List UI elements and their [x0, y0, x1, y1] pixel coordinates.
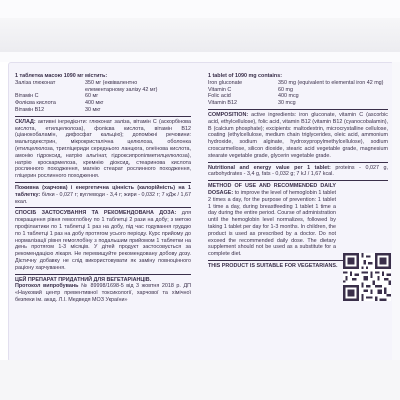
- uk-ingredient-amount: 30 мкг: [85, 106, 101, 113]
- en-vegetarian-note: THIS PRODUCT IS SUITABLE FOR VEGETARIANS.: [208, 262, 338, 269]
- en-composition-title: COMPOSITION:: [208, 111, 249, 118]
- uk-ingredient-row: [15, 87, 191, 94]
- uk-composition: [15, 119, 191, 180]
- en-ingredient-name: Vitamin B12: [208, 100, 237, 107]
- en-ingredient-amount: 30 mcg: [278, 100, 296, 107]
- en-ingredient-row: [208, 87, 388, 94]
- package-bottom-edge: [0, 360, 400, 400]
- uk-ingredient-name: Фолієва кислота: [15, 100, 56, 107]
- uk-vegetarian-note: ЦЕЙ ПРЕПАРАТ ПРИДАТНИЙ ДЛЯ ВЕГЕТАРІАНЦІВ.: [15, 276, 152, 283]
- uk-ingredient-name: Вітамін С: [15, 93, 39, 100]
- uk-energy-text: білки - 0,027 г; вуглеводи - 3,4 г; жири - 0,032 г; 7 кДж / 1,67 ккал.: [15, 191, 192, 205]
- uk-ingredient-name: Вітамін В12: [15, 106, 45, 113]
- divider: [208, 162, 388, 163]
- uk-energy-title: Поживна (харчова) і енергетична цінність (калорійність) на 1 таблетку:: [15, 184, 191, 198]
- en-ingredient-name: Iron gluconate: [208, 79, 243, 86]
- uk-ingredient-amount: елементарному залізу 42 мг): [85, 86, 158, 93]
- ukrainian-column: [15, 73, 191, 304]
- uk-protocol-text: № 89998/1698-5 від 3 жовтня 2018 р. ДП «Науковий центр превентивної токсикології, харчової та хімічної безпеки ім. акад. Л.І. Медведя МОЗ України»: [15, 283, 191, 303]
- divider: [208, 109, 388, 110]
- en-method-text: to improve the level of hemoglobin 1 tablet 2 times a day, for the purpose of prevention: 1 tablet 1 time a day, during breastfeeding 1 tablet 1 time a day during the entire period. Course of administration until the hemoglobin level normalizes, followed by taking 1 tablet per day for 1-3 months. In children, the product is used as prescribed by a doctor. Do not exceed the recommended daily dose. The dietary supplement should not be used as a substitute for a complete diet.: [208, 189, 336, 258]
- en-dose-header: 1 tablet of 1090 mg contains:: [208, 73, 282, 79]
- en-composition: [208, 112, 388, 160]
- en-nutrition-title: Nutritional and energy value per 1 tablet:: [208, 164, 331, 171]
- uk-ingredient-amount: 350 мг (еквівалентно: [85, 79, 138, 86]
- en-method-title: METHOD OF USE AND RECOMMENDED DAILY DOSAGE:: [208, 183, 336, 196]
- uk-composition-text: активні інгредієнти: глюконат заліза, вітамін С (аскорбінова кислота, етилцелюлоза), фолієва кислота, вітамін В12 (ціанокобаламін, дифосфат кальцію); допоміжні речовини: мальтодекстрин, мікрокристалічна целюлоза, оболонка (етилцелюлоза, тригліцериди середнього ланцюга, олеїнова кислота, амонію гідроксид, натрію альгінат, гідроксипропілметилцелюлоза), натрію кроскармелоза, кремнію діоксид, стеаринова кислота рослинного походження, магнію стеарат рослинного походження, гліцерин рослинного походження.: [15, 118, 191, 180]
- en-ingredient-amount: 400 mcg: [278, 93, 299, 100]
- uk-ingredient-row: [15, 80, 191, 87]
- en-ingredient-name: Folic acid: [208, 93, 231, 100]
- uk-ingredient-name: Заліза глюконат: [15, 79, 56, 86]
- divider: [15, 182, 191, 183]
- divider: [15, 116, 191, 117]
- english-column: [208, 73, 388, 270]
- en-ingredient-name: Vitamin C: [208, 86, 232, 93]
- label-panel: [8, 62, 394, 362]
- uk-ingredient-amount: 400 мкг: [85, 100, 104, 107]
- uk-protocol: [15, 283, 191, 303]
- divider: [15, 274, 191, 275]
- uk-ingredient-amount: 60 мг: [85, 93, 99, 100]
- uk-dose-header: 1 таблетка масою 1090 мг містить:: [15, 73, 108, 79]
- en-nutrition-text: proteins - 0,027 g, carbohydrates - 3,4 g, fats - 0,032 g; 7 kJ / 1,67 kcal.: [208, 164, 389, 178]
- en-ingredient-row: [208, 80, 388, 87]
- uk-ingredient-row: [15, 100, 191, 107]
- uk-method: [15, 210, 191, 271]
- divider: [15, 207, 191, 208]
- uk-composition-title: СКЛАД:: [15, 118, 36, 125]
- uk-ingredient-row: [15, 93, 191, 100]
- fold-shadow: [0, 18, 400, 52]
- qr-code-icon: [343, 253, 391, 301]
- uk-method-title: СПОСІБ ЗАСТОСУВАННЯ ТА РЕКОМЕНДОВАНА ДОЗА:: [15, 210, 177, 217]
- en-ingredient-row: [208, 93, 388, 100]
- uk-energy: [15, 185, 191, 205]
- divider: [208, 180, 388, 181]
- uk-ingredient-row: [15, 107, 191, 114]
- uk-protocol-title: Протокол випробувань: [15, 283, 79, 290]
- uk-method-text: для покращення рівня гемоглобіну по 1 таблетці 2 рази на добу; з метою профілактики по 1 таблетці 1 раз на добу, під час годування груддю по 1 таблетці 1 раз на добу протягом усього періоду. Курс прийому до нормалізації рівня гемоглобіну з подальшим прийомом 1 таблетки на день протягом 1-3 місяців. У дітей продукт застосовується за рекомендацією лікаря. Не перевищуйте рекомендовану добову дозу. Дієтичну добавку не слід використовувати як заміну повноцінного раціону харчування.: [15, 210, 191, 271]
- uk-ingredient-name: [15, 87, 85, 94]
- en-method: [208, 183, 388, 258]
- en-ingredient-row: [208, 100, 388, 107]
- package-right-edge: [392, 62, 400, 360]
- en-ingredient-amount: 350 mg (equivalent to elemental iron 42 mg): [278, 79, 384, 86]
- en-nutrition: [208, 165, 388, 179]
- en-ingredient-amount: 60 mg: [278, 86, 293, 93]
- en-composition-text: active ingredients: iron gluconate, vitamin C (ascorbic acid, ethylcellulose), folic acid, vitamin B12 (vitamin B12 (cyanocobalamin), B (calcium phosphate); excipients: maltodextrin, microcrystalline cellulose, coating (ethylcellulose, medium chain triglycerides, oleic acid, ammonium hydroxide, sodium alginate, hydroxypropylmethylcellulose), sodium croscarmellose, silicon dioxide, stearic acid vegetable grade, magnesium stearate vegetable grade, glycerin vegetable grade.: [208, 111, 388, 159]
- package-top-edge: [0, 0, 400, 62]
